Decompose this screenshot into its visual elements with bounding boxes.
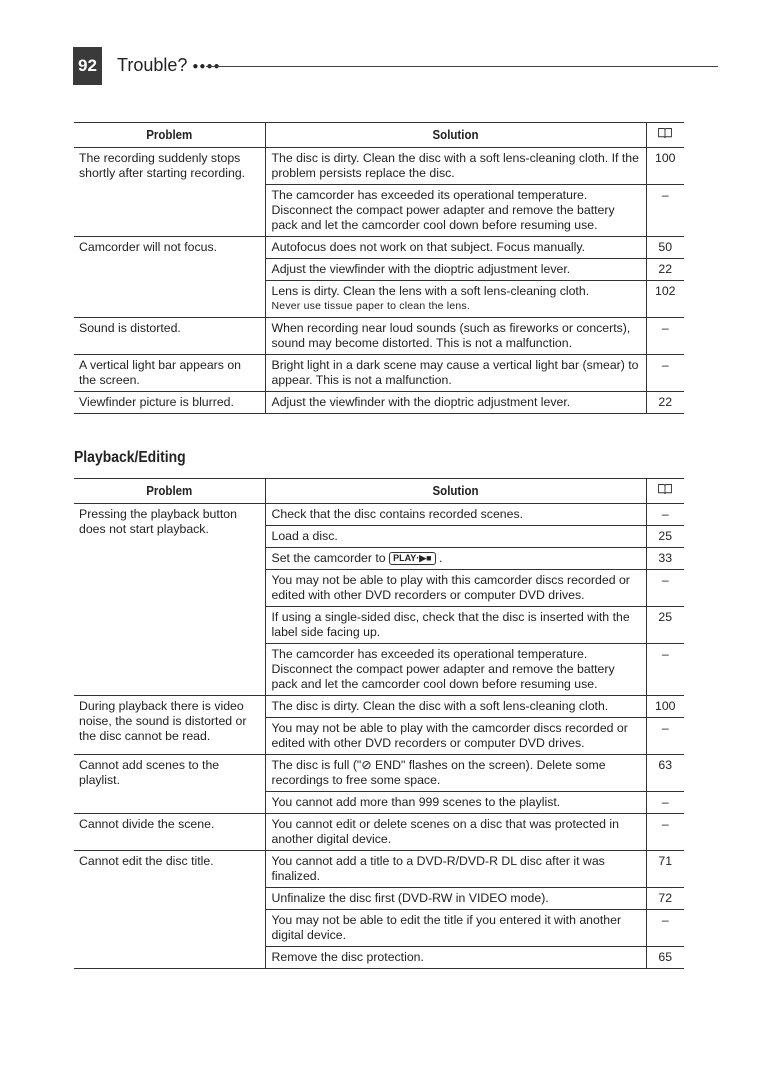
ref-cell: 25 — [646, 526, 684, 548]
page-number: 92 — [73, 47, 102, 85]
header-ref — [648, 123, 683, 148]
book-icon — [658, 483, 673, 495]
header-solution: Solution — [280, 479, 631, 504]
ref-cell: 71 — [646, 851, 684, 888]
solution-text: Set the camcorder to — [271, 551, 386, 565]
solution-cell: You cannot add a title to a DVD-R/DVD-R DL disc after it was finalized. — [265, 851, 646, 888]
problem-cell: A vertical light bar appears on the screen. — [74, 355, 265, 392]
solution-cell — [265, 548, 646, 570]
ref-cell: 22 — [646, 259, 684, 281]
solution-cell: The disc is dirty. Clean the disc with a soft lens-cleaning cloth. — [265, 696, 646, 718]
solution-suffix: . — [439, 551, 443, 565]
solution-cell: Adjust the viewfinder with the dioptric adjustment lever. — [265, 392, 646, 414]
solution-cell: Autofocus does not work on that subject. Focus manually. — [265, 237, 646, 259]
ref-cell: – — [646, 792, 684, 814]
ref-cell: – — [646, 910, 684, 947]
header-problem: Problem — [82, 123, 258, 148]
table-row — [74, 814, 684, 851]
table-row — [74, 392, 684, 414]
ref-cell: 72 — [646, 888, 684, 910]
solution-cell: Check that the disc contains recorded scenes. — [265, 504, 646, 526]
page-header — [73, 47, 718, 87]
table-row — [74, 355, 684, 392]
table-row — [74, 318, 684, 355]
ref-cell: 50 — [646, 237, 684, 259]
problem-cell: Pressing the playback button does not start playback. — [74, 504, 265, 696]
table-row — [74, 148, 684, 185]
play-mode-badge: PLAY·▶■ — [389, 552, 436, 565]
header-ref — [648, 479, 683, 504]
solution-cell: The camcorder has exceeded its operational temperature. Disconnect the compact power adapter and remove the battery pack and let the camcorder cool down before resuming use. — [265, 185, 646, 237]
table-header-row — [74, 123, 684, 148]
solution-cell: You may not be able to play with the camcorder discs recorded or edited with other DVD recorders or computer DVD drives. — [265, 718, 646, 755]
ref-cell: – — [646, 570, 684, 607]
solution-cell: The disc is full ("⊘ END" flashes on the screen). Delete some recordings to free some space. — [265, 755, 646, 792]
table-row — [74, 851, 684, 888]
solution-cell: You may not be able to edit the title if you entered it with another digital device. — [265, 910, 646, 947]
solution-note: Never use tissue paper to clean the lens. — [271, 300, 470, 312]
solution-cell: You cannot edit or delete scenes on a disc that was protected in another digital device. — [265, 814, 646, 851]
solution-cell: When recording near loud sounds (such as fireworks or concerts), sound may become distorted. This is not a malfunction. — [265, 318, 646, 355]
ref-cell: – — [646, 185, 684, 237]
solution-text: Lens is dirty. Clean the lens with a soft lens-cleaning cloth. — [271, 284, 590, 298]
ref-cell: – — [646, 814, 684, 851]
ref-cell: 100 — [646, 148, 684, 185]
book-icon — [658, 127, 673, 139]
problem-cell: Cannot add scenes to the playlist. — [74, 755, 265, 814]
page-title-text: Trouble? — [117, 55, 188, 75]
problem-cell: Sound is distorted. — [74, 318, 265, 355]
solution-cell: Unfinalize the disc first (DVD-RW in VIDEO mode). — [265, 888, 646, 910]
solution-cell: Remove the disc protection. — [265, 947, 646, 969]
ref-cell: – — [646, 718, 684, 755]
playback-table — [74, 478, 684, 969]
section-title: Playback/Editing — [74, 449, 186, 466]
solution-cell: You cannot add more than 999 scenes to the playlist. — [265, 792, 646, 814]
header-rule — [206, 66, 718, 67]
solution-cell: If using a single-sided disc, check that the disc is inserted with the label side facing up. — [265, 607, 646, 644]
table-row — [74, 237, 684, 259]
table-header-row — [74, 479, 684, 504]
solution-cell — [265, 281, 646, 318]
problem-cell: Cannot divide the scene. — [74, 814, 265, 851]
problem-cell: Cannot edit the disc title. — [74, 851, 265, 969]
header-problem: Problem — [82, 479, 258, 504]
table-row — [74, 696, 684, 718]
ref-cell: – — [646, 318, 684, 355]
table-row — [74, 504, 684, 526]
solution-cell: The camcorder has exceeded its operational temperature. Disconnect the compact power adapter and remove the battery pack and let the camcorder cool down before resuming use. — [265, 644, 646, 696]
ref-cell: – — [646, 504, 684, 526]
solution-cell: Bright light in a dark scene may cause a vertical light bar (smear) to appear. This is not a malfunction. — [265, 355, 646, 392]
solution-cell: The disc is dirty. Clean the disc with a soft lens-cleaning cloth. If the problem persists replace the disc. — [265, 148, 646, 185]
problem-cell: Viewfinder picture is blurred. — [74, 392, 265, 414]
ref-cell: 100 — [646, 696, 684, 718]
ref-cell: 25 — [646, 607, 684, 644]
table-row — [74, 755, 684, 792]
ref-cell: 65 — [646, 947, 684, 969]
solution-cell: Adjust the viewfinder with the dioptric adjustment lever. — [265, 259, 646, 281]
ref-cell: 102 — [646, 281, 684, 318]
solution-cell: You may not be able to play with this camcorder discs recorded or edited with other DVD recorders or computer DVD drives. — [265, 570, 646, 607]
page-title-dots: ●●●● — [192, 60, 221, 72]
problem-cell: During playback there is video noise, the sound is distorted or the disc cannot be read. — [74, 696, 265, 755]
ref-cell: 63 — [646, 755, 684, 792]
ref-cell: 22 — [646, 392, 684, 414]
header-solution: Solution — [280, 123, 631, 148]
problem-cell: The recording suddenly stops shortly after starting recording. — [74, 148, 265, 237]
ref-cell: 33 — [646, 548, 684, 570]
ref-cell: – — [646, 355, 684, 392]
problem-cell: Camcorder will not focus. — [74, 237, 265, 318]
recording-table — [74, 122, 684, 414]
solution-cell: Load a disc. — [265, 526, 646, 548]
ref-cell: – — [646, 644, 684, 696]
